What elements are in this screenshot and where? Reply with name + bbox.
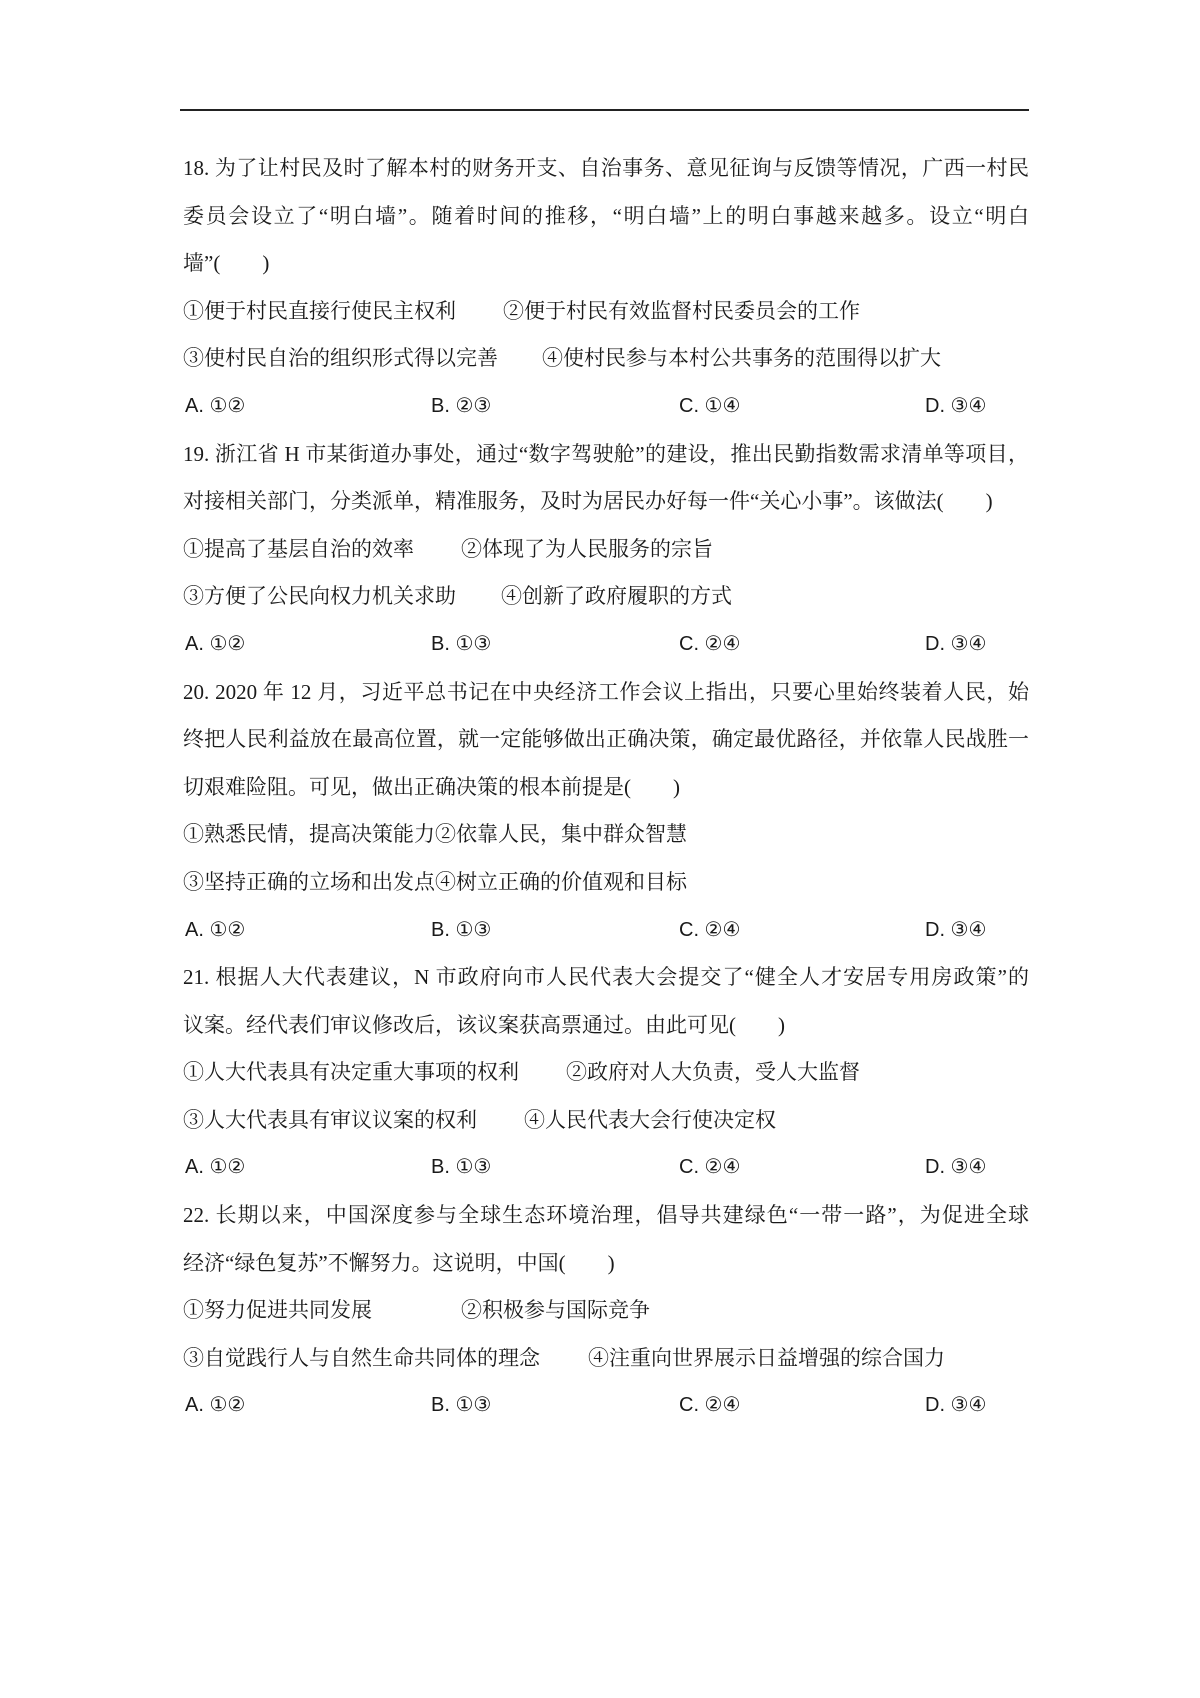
statement-3: ③方便了公民向权力机关求助 xyxy=(183,584,456,609)
question-stem-line: 对接相关部门，分类派单，精准服务，及时为居民办好每一件“关心小事”。该做法( ) xyxy=(183,489,993,514)
question-stem-line: 20. 2020 年 12 月，习近平总书记在中央经济工作会议上指出，只要心里始终装着人民，始 xyxy=(183,679,1029,704)
question-stem-line: 19. 浙江省 H 市某街道办事处，通过“数字驾驶舱”的建设，推出民勤指数需求清单等项目， xyxy=(183,441,1029,466)
statement-4: ④创新了政府履职的方式 xyxy=(501,584,732,609)
option-b: B. ①③ xyxy=(431,1156,492,1179)
statement-2: ②政府对人大负责，受人大监督 xyxy=(566,1060,860,1085)
statement-4: ④人民代表大会行使决定权 xyxy=(524,1107,776,1132)
option-b: B. ①③ xyxy=(431,918,492,941)
question-20 xyxy=(183,669,1029,955)
question-stem-line: 切艰难险阻。可见，做出正确决策的根本前提是( ) xyxy=(183,774,680,799)
answer-options xyxy=(183,383,1029,431)
option-c: C. ②④ xyxy=(679,918,741,941)
question-18 xyxy=(183,145,1029,431)
statement-line xyxy=(183,1287,1029,1335)
answer-options xyxy=(183,1382,1029,1430)
question-stem-line: 经济“绿色复苏”不懈努力。这说明，中国( ) xyxy=(183,1250,615,1275)
statement-1: ①人大代表具有决定重大事项的权利 xyxy=(183,1060,519,1085)
statement-2: ②便于村民有效监督村民委员会的工作 xyxy=(503,298,860,323)
statement-line xyxy=(183,288,1029,336)
option-a: A. ①② xyxy=(185,1156,246,1179)
statement-1: ①便于村民直接行使民主权利 xyxy=(183,298,456,323)
question-19 xyxy=(183,431,1029,669)
header-rule xyxy=(180,109,1029,111)
statement-1: ①努力促进共同发展 xyxy=(183,1298,372,1323)
question-stem-line: 委员会设立了“明白墙”。随着时间的推移，“明白墙”上的明白事越来越多。设立“明白 xyxy=(183,203,1029,228)
statement-line xyxy=(183,573,1029,621)
question-stem-line: 议案。经代表们审议修改后，该议案获高票通过。由此可见( ) xyxy=(183,1012,785,1037)
option-c: C. ①④ xyxy=(679,394,741,417)
option-c: C. ②④ xyxy=(679,1394,741,1417)
answer-options xyxy=(183,621,1029,669)
statement-3: ③使村民自治的组织形式得以完善 xyxy=(183,346,498,371)
option-d: D. ③④ xyxy=(925,394,987,417)
option-a: A. ①② xyxy=(185,1394,246,1417)
answer-options xyxy=(183,907,1029,955)
option-a: A. ①② xyxy=(185,918,246,941)
statement-3-4: ③坚持正确的立场和出发点④树立正确的价值观和目标 xyxy=(183,869,687,894)
question-22 xyxy=(183,1192,1029,1430)
statement-1-2: ①熟悉民情，提高决策能力②依靠人民，集中群众智慧 xyxy=(183,822,687,847)
statement-line xyxy=(183,859,1029,907)
statement-4: ④注重向世界展示日益增强的综合国力 xyxy=(588,1345,945,1370)
option-d: D. ③④ xyxy=(925,1394,987,1417)
statement-4: ④使村民参与本村公共事务的范围得以扩大 xyxy=(542,346,941,371)
statement-line xyxy=(183,1097,1029,1145)
question-stem-line: 18. 为了让村民及时了解本村的财务开支、自治事务、意见征询与反馈等情况，广西一村民 xyxy=(183,156,1029,180)
statement-1: ①提高了基层自治的效率 xyxy=(183,536,414,561)
statement-2: ②体现了为人民服务的宗旨 xyxy=(461,536,713,561)
question-stem-line: 墙”( ) xyxy=(183,251,270,276)
option-d: D. ③④ xyxy=(925,1156,987,1179)
statement-3: ③自觉践行人与自然生命共同体的理念 xyxy=(183,1345,540,1370)
statement-line xyxy=(183,335,1029,383)
option-b: B. ①③ xyxy=(431,632,492,655)
option-b: B. ①③ xyxy=(431,1394,492,1417)
statement-2: ②积极参与国际竞争 xyxy=(461,1298,650,1323)
option-b: B. ②③ xyxy=(431,394,492,417)
question-list xyxy=(183,145,1029,1430)
option-d: D. ③④ xyxy=(925,918,987,941)
statement-line xyxy=(183,526,1029,574)
answer-options xyxy=(183,1144,1029,1192)
question-21 xyxy=(183,954,1029,1192)
option-d: D. ③④ xyxy=(925,632,987,655)
question-stem-line: 21. 根据人大代表建议，N 市政府向市人民代表大会提交了“健全人才安居专用房政策”的 xyxy=(183,965,1029,990)
question-stem-line: 22. 长期以来，中国深度参与全球生态环境治理，倡导共建绿色“一带一路”，为促进全球 xyxy=(183,1203,1029,1228)
option-c: C. ②④ xyxy=(679,632,741,655)
statement-line xyxy=(183,1335,1029,1383)
statement-line xyxy=(183,811,1029,859)
option-a: A. ①② xyxy=(185,394,246,417)
option-a: A. ①② xyxy=(185,632,246,655)
statement-line xyxy=(183,1049,1029,1097)
question-stem-line: 终把人民利益放在最高位置，就一定能够做出正确决策，确定最优路径，并依靠人民战胜一 xyxy=(183,727,1029,752)
option-c: C. ②④ xyxy=(679,1156,741,1179)
statement-3: ③人大代表具有审议议案的权利 xyxy=(183,1107,477,1132)
